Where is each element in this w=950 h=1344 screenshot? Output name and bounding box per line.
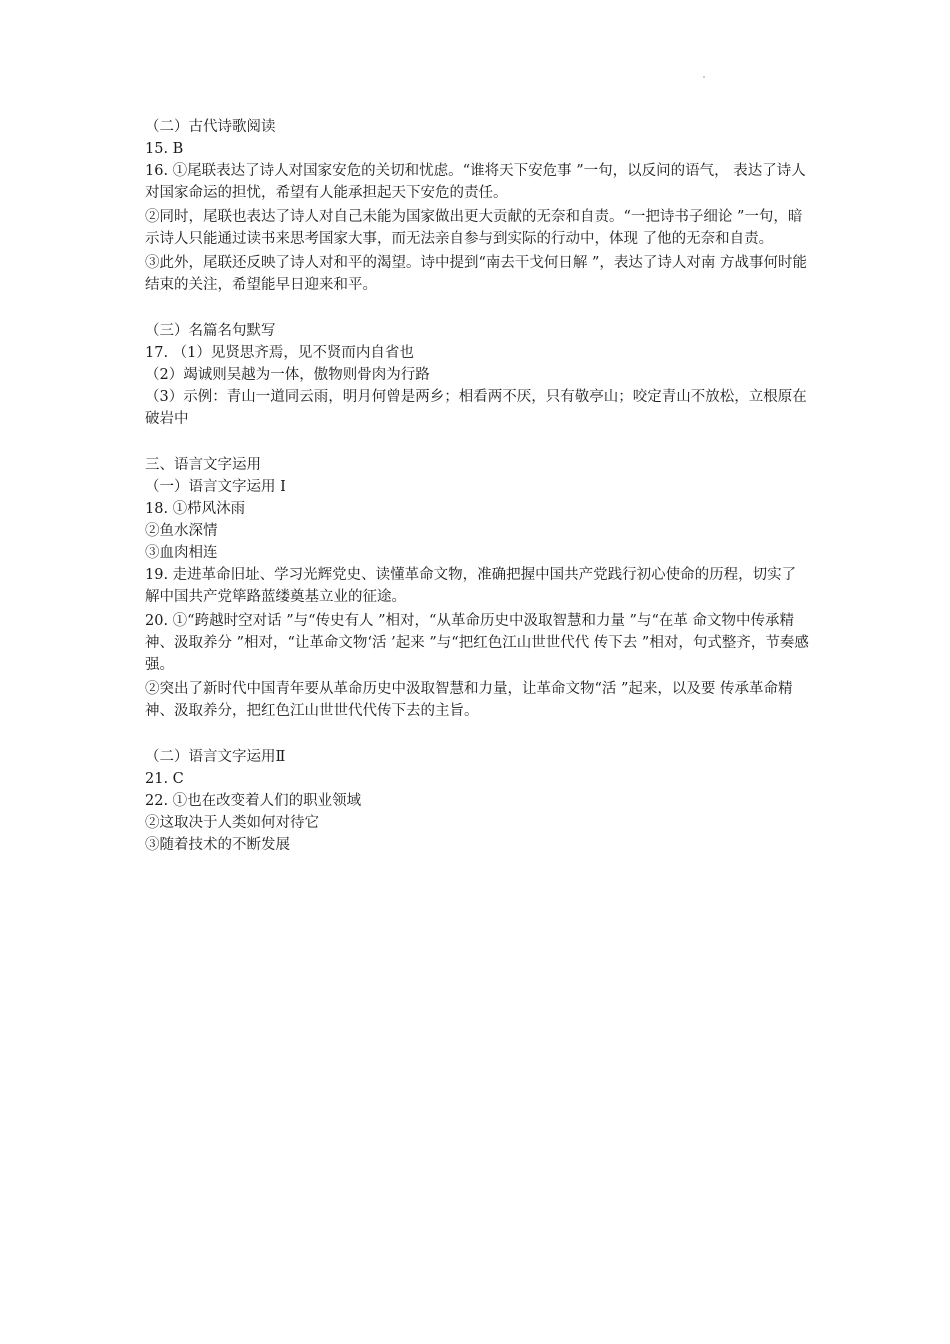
answer-17-part-2: （2）竭诚则吴越为一体，傲物则骨肉为行路 [145, 367, 430, 383]
answer-16-part-2: ②同时，尾联也表达了诗人对自己未能为国家做出更大贡献的无奈和自责。“一把诗书子细论 ”一句，暗示诗人只能通过读书来思考国家大事，而无法亲自参与到实际的行动中，体现 了他的无奈和自责。 [145, 209, 803, 247]
answer-22-part-1: 22. ①也在改变着人们的职业领域 [145, 793, 362, 809]
spacer [145, 724, 810, 746]
scan-dot [703, 76, 705, 78]
answer-20-part-2: ②突出了新时代中国青年要从革命历史中汲取智慧和力量，让革命文物“活 ”起来，以及要 传承革命精神、汲取养分，把红色江山世世代代传下去的主旨。 [145, 681, 793, 719]
answer-17-part-3: （3）示例：青山一道同云雨，明月何曾是两乡；相看两不厌，只有敬亭山；咬定青山不放松，立根原在破岩中 [145, 389, 807, 427]
answer-19: 19. 走进革命旧址、学习光辉党史、读懂革命文物，准确把握中国共产党践行初心使命的历程，切实了解中国共产党筚路蓝缕奠基立业的征途。 [145, 567, 797, 605]
answer-21: 21. C [145, 771, 184, 787]
subsection-heading-language-2: （二）语言文字运用Ⅱ [145, 749, 286, 765]
answer-17-part-1: 17. （1）见贤思齐焉，见不贤而内自省也 [145, 345, 414, 361]
answer-20-part-1: 20. ①“跨越时空对话 ”与“传史有人 ”相对，“从革命历史中汲取智慧和力量 ”与“在革 命文物中传承精神、汲取养分 ”相对，“让革命文物‘活 ’起来 ”与“把红色江山世世代代 传下去 ”相对，句式整齐，节奏感强。 [145, 613, 809, 673]
answer-22-part-3: ③随着技术的不断发展 [145, 837, 290, 853]
section-heading-recitation: （三）名篇名句默写 [145, 323, 276, 339]
answer-22-part-2: ②这取决于人类如何对待它 [145, 815, 319, 831]
answer-content [145, 116, 810, 856]
answer-18-part-3: ③血肉相连 [145, 545, 218, 561]
answer-18-part-1: 18. ①栉风沐雨 [145, 501, 246, 517]
section-heading-language: 三、语言文字运用 [145, 457, 261, 473]
answer-18-part-2: ②鱼水深情 [145, 523, 218, 539]
answer-15: 15. B [145, 141, 184, 157]
subsection-heading-language-1: （一）语言文字运用 Ⅰ [145, 479, 286, 495]
spacer [145, 298, 810, 320]
section-heading-poetry: （二）古代诗歌阅读 [145, 119, 276, 135]
answer-16-part-1: 16. ①尾联表达了诗人对国家安危的关切和忧虑。“谁将天下安危事 ”一句，以反问的语气， 表达了诗人对国家命运的担忧，希望有人能承担起天下安危的责任。 [145, 163, 806, 201]
spacer [145, 432, 810, 454]
answer-16-part-3: ③此外，尾联还反映了诗人对和平的渴望。诗中提到“南去干戈何日解 ”，表达了诗人对南 方战事何时能结束的关注，希望能早日迎来和平。 [145, 255, 808, 293]
